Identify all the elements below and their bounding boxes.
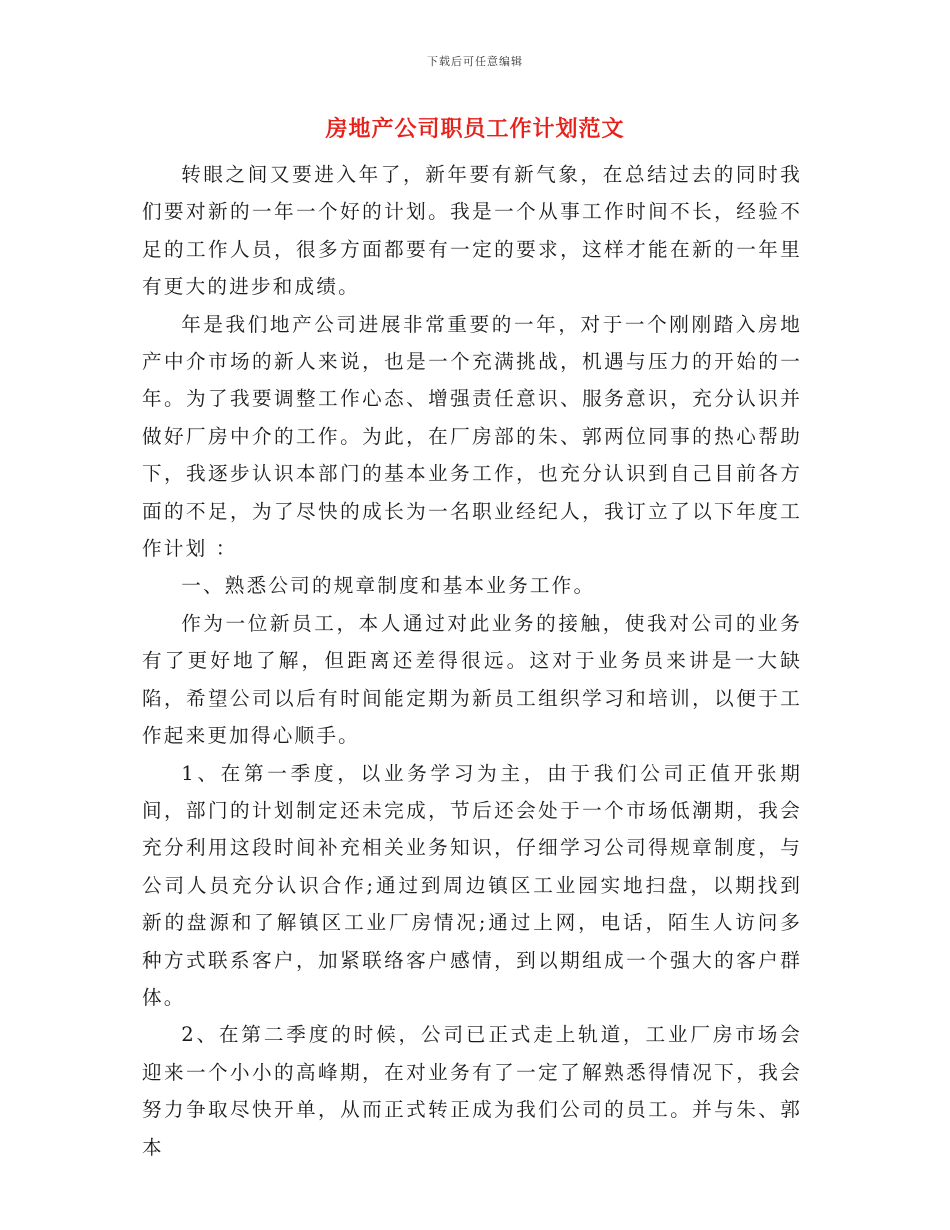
paragraph: 年是我们地产公司进展非常重要的一年，对于一个刚刚踏入房地产中介市场的新人来说，也是一个充满挑战，机遇与压力的开始的一年。为了我要调整工作心态、增强责任意识、服务意识，充分认识并做好厂房中介的工作。为此，在厂房部的朱、郭两位同事的热心帮助下，我逐步认识本部门的基本业务工作，也充分认识到自己目前各方面的不足，为了尽快的成长为一名职业经纪人，我订立了以下年度工作计划 ： xyxy=(142,312,802,561)
paragraph: 2、在第二季度的时候，公司已正式走上轨道，工业厂房市场会迎来一个小小的高峰期，在对业务有了一定了解熟悉得情况下，我会努力争取尽快开单，从而正式转正成为我们公司的员工。并与朱、郭本 xyxy=(142,1023,802,1159)
header-note: 下载后可任意编辑 xyxy=(427,55,523,68)
section-heading: 一、熟悉公司的规章制度和基本业务工作。 xyxy=(181,574,596,598)
document-title: 房地产公司职员工作计划范文 xyxy=(325,116,625,142)
document-body xyxy=(142,156,802,1166)
paragraph: 1、在第一季度，以业务学习为主，由于我们公司正值开张期间，部门的计划制定还未完成，节后还会处于一个市场低潮期，我会充分利用这段时间补充相关业务知识，仔细学习公司得规章制度，与公司人员充分认识合作;通过到周边镇区工业园实地扫盘，以期找到新的盘源和了解镇区工业厂房情况;通过上网，电话，陌生人访问多种方式联系客户，加紧联络客户感情，到以期组成一个强大的客户群体。 xyxy=(142,761,802,1009)
paragraph: 作为一位新员工，本人通过对此业务的接触，使我对公司的业务有了更好地了解，但距离还差得很远。这对于业务员来讲是一大缺陷，希望公司以后有时间能定期为新员工组织学习和培训，以便于工作起来更加得心顺手。 xyxy=(142,611,802,748)
paragraph: 转眼之间又要进入年了，新年要有新气象，在总结过去的同时我们要对新的一年一个好的计划。我是一个从事工作时间不长，经验不足的工作人员，很多方面都要有一定的要求，这样才能在新的一年里有更大的进步和成绩。 xyxy=(142,163,802,299)
